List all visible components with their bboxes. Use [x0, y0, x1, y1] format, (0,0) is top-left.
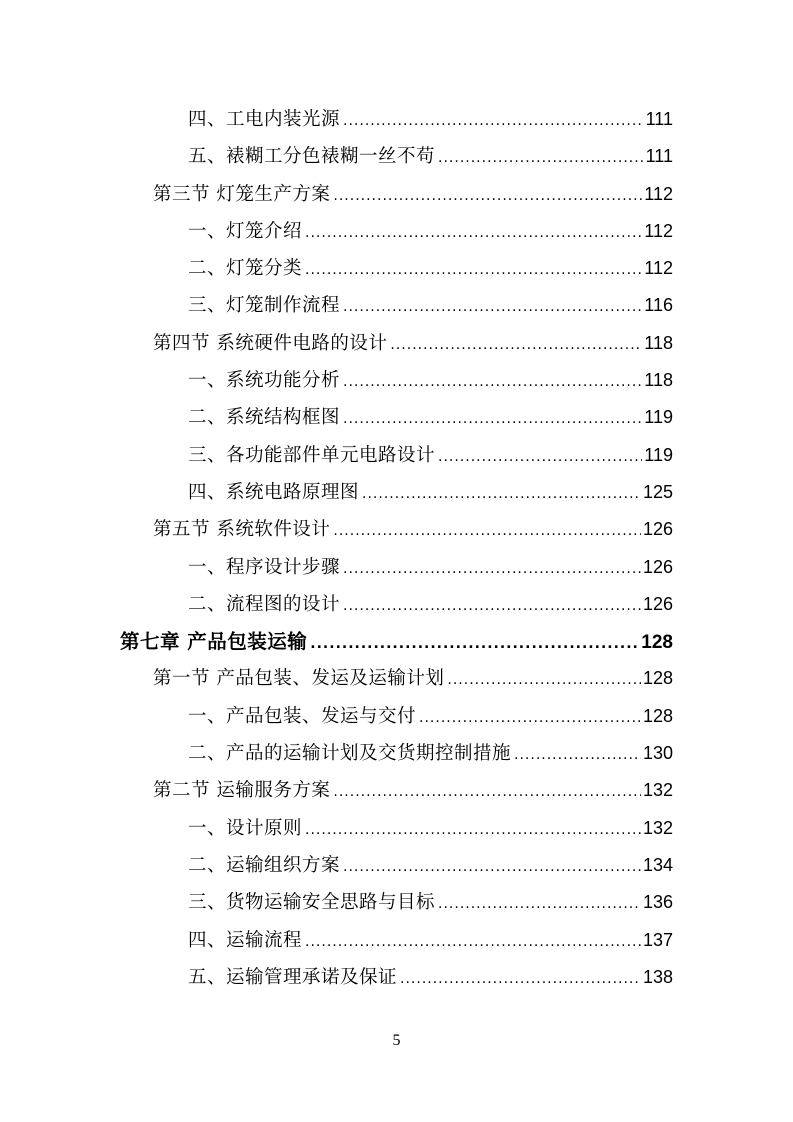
toc-entry-page-number: 111: [645, 109, 673, 129]
dot-leader: [400, 961, 641, 998]
toc-entry-section[interactable]: [120, 176, 673, 213]
toc-entry-title: 二、灯笼分类: [188, 258, 303, 280]
toc-entry-title: 五、裱糊工分色裱糊一丝不苟: [188, 146, 436, 168]
toc-entry-title: 第五节 系统软件设计: [153, 519, 331, 541]
toc-entry-title: 二、系统结构框图: [188, 407, 341, 429]
toc-entry-page-number: 118: [644, 370, 673, 391]
toc-entry-section[interactable]: [120, 511, 673, 548]
toc-entry-item[interactable]: [120, 101, 673, 138]
dot-leader: [333, 178, 642, 215]
toc-entry-item[interactable]: [120, 138, 673, 175]
toc-entry-page-number: 137: [642, 929, 673, 950]
dot-leader: [343, 551, 641, 588]
toc-entry-item[interactable]: [120, 474, 673, 511]
dot-leader: [514, 737, 641, 774]
toc-entry-item[interactable]: [120, 287, 673, 324]
toc-entry-title: 二、运输组织方案: [188, 854, 341, 876]
toc-entry-page-number: 132: [642, 817, 673, 838]
dot-leader: [333, 513, 641, 550]
dot-leader: [310, 626, 639, 663]
toc-entry-title: 三、货物运输安全思路与目标: [188, 892, 436, 914]
toc-entry-item[interactable]: [120, 250, 673, 287]
toc-entry-title: 四、运输流程: [188, 929, 303, 951]
toc-entry-title: 一、灯笼介绍: [188, 220, 303, 242]
toc-entry-page-number: 126: [642, 556, 673, 577]
toc-entry-section[interactable]: [120, 660, 673, 697]
toc-entry-item[interactable]: [120, 586, 673, 623]
toc-entry-page-number: 116: [644, 295, 673, 316]
dot-leader: [343, 849, 641, 886]
toc-entry-title: 一、设计原则: [188, 817, 303, 839]
toc-entry-item[interactable]: [120, 884, 673, 921]
toc-entry-title: 第七章 产品包装运输: [120, 630, 308, 654]
toc-entry-title: 二、流程图的设计: [188, 593, 341, 615]
dot-leader: [333, 774, 641, 811]
toc-entry-item[interactable]: [120, 362, 673, 399]
toc-entry-title: 第一节 产品包装、发运及运输计划: [153, 668, 445, 690]
toc-entry-page-number: 128: [642, 668, 673, 689]
dot-leader: [390, 327, 642, 364]
toc-entry-page-number: 128: [642, 705, 673, 726]
toc-entry-item[interactable]: [120, 810, 673, 847]
toc-entry-title: 第四节 系统硬件电路的设计: [153, 332, 388, 354]
toc-entry-page-number: 126: [642, 519, 673, 540]
toc-entry-item[interactable]: [120, 847, 673, 884]
dot-leader: [438, 140, 644, 177]
dot-leader: [343, 401, 642, 438]
page-number: 5: [392, 1032, 401, 1049]
toc-entry-title: 五、运输管理承诺及保证: [188, 966, 398, 988]
toc-entry-page-number: 138: [642, 966, 673, 987]
toc-entry-section[interactable]: [120, 325, 673, 362]
toc-entry-title: 四、工电内装光源: [188, 109, 341, 130]
dot-leader: [305, 924, 641, 961]
toc-entry-page-number: 112: [644, 220, 673, 241]
toc-entry-page-number: 126: [642, 593, 673, 614]
toc-entry-page-number: 132: [642, 780, 673, 801]
toc-entry-page-number: 136: [642, 892, 673, 913]
dot-leader: [438, 886, 641, 923]
toc-entry-page-number: 112: [644, 183, 673, 204]
dot-leader: [343, 364, 642, 401]
toc-entry-item[interactable]: [120, 959, 673, 996]
toc-entry-page-number: 128: [641, 632, 673, 654]
toc-entry-title: 二、产品的运输计划及交货期控制措施: [188, 743, 512, 765]
toc-entry-item[interactable]: [120, 399, 673, 436]
dot-leader: [419, 700, 641, 737]
toc-entry-item[interactable]: [120, 437, 673, 474]
dot-leader: [362, 476, 641, 513]
dot-leader: [305, 215, 642, 252]
toc-entry-page-number: 112: [644, 258, 673, 279]
toc-entry-page-number: 125: [642, 481, 673, 502]
toc-entry-section[interactable]: [120, 772, 673, 809]
toc-entry-title: 三、各功能部件单元电路设计: [188, 444, 436, 466]
dot-leader: [343, 103, 644, 140]
dot-leader: [305, 812, 641, 849]
toc-entry-title: 第二节 运输服务方案: [153, 780, 331, 802]
toc-entry-chapter[interactable]: [120, 623, 673, 660]
toc-entry-page-number: 130: [642, 743, 673, 764]
toc-entry-page-number: 118: [644, 332, 673, 353]
toc-entry-item[interactable]: [120, 698, 673, 735]
toc-entry-item[interactable]: [120, 549, 673, 586]
toc-entry-page-number: 119: [644, 444, 673, 465]
dot-leader: [343, 289, 642, 326]
toc-entry-title: 第三节 灯笼生产方案: [153, 183, 331, 205]
dot-leader: [438, 439, 642, 476]
toc-entry-page-number: 111: [645, 146, 673, 167]
toc-entry-item[interactable]: [120, 922, 673, 959]
dot-leader: [447, 662, 641, 699]
dot-leader: [305, 252, 642, 289]
dot-leader: [343, 588, 641, 625]
toc-entry-item[interactable]: [120, 213, 673, 250]
toc-entry-item[interactable]: [120, 735, 673, 772]
toc-entry-page-number: 134: [642, 854, 673, 875]
toc-entry-title: 一、产品包装、发运与交付: [188, 705, 417, 727]
toc-entry-title: 一、系统功能分析: [188, 370, 341, 392]
toc-entry-title: 三、灯笼制作流程: [188, 295, 341, 317]
toc-entry-page-number: 119: [644, 407, 673, 428]
toc-entry-title: 四、系统电路原理图: [188, 481, 360, 503]
toc-entry-title: 一、程序设计步骤: [188, 556, 341, 578]
table-of-contents: [120, 101, 673, 996]
